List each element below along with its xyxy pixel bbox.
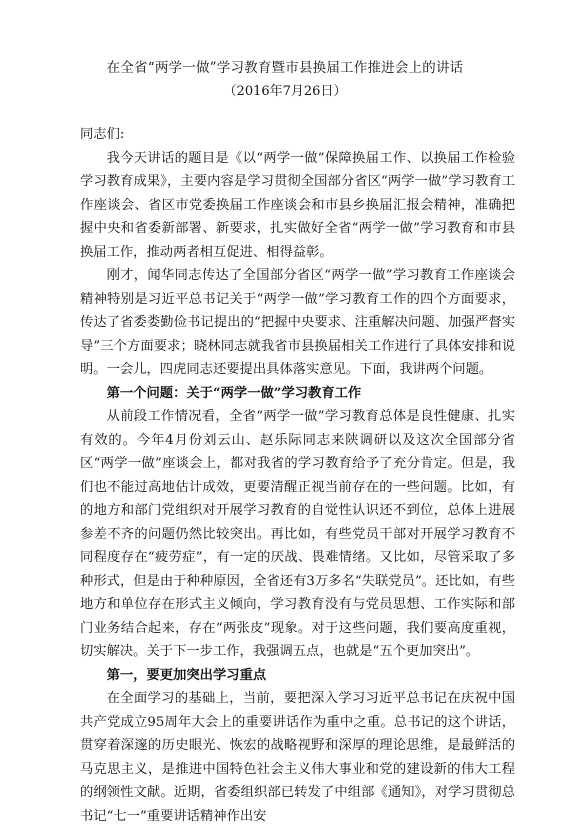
paragraph: 从前段工作情况看，全省“两学一做”学习教育总体是良性健康、扎实有效的。今年4月份刘云山、赵乐际同志来陕调研以及这次全国部分省区“两学一做”座谈会上，都对我省的学习教育给予了充分肯定。但是，我们也不能过高地估计成效，更要清醒正视当前存在的一些问题。比如，有的地方和部门党组织对开展学习教育的自觉性认识还不到位，总体上进展参差不齐的问题仍然比较突出。再比如，有些党员干部对开展学习教育不同程度存在“疲劳症”，有一定的厌战、畏难情绪。又比如，尽管采取了多种形式，但是由于种种原因，全省还有3万多名“失联党员”。还比如，有些地方和单位存在形式主义倾向，学习教育没有与党员思想、工作实际和部门业务结合起来，存在“两张皮”现象。对于这些问题，我们要高度重视，切实解决。关于下一步工作，我强调五点，也就是“五个更加突出”。 — [80, 409, 515, 659]
paragraph: 刚才，闻华同志传达了全国部分省区“两学一做”学习教育工作座谈会精神特别是习近平总书记关于“两学一做”学习教育工作的四个方面要求，传达了省委娄勤俭书记提出的“把握中央要求、注重解决问题、加强严督实导”三个方面要求；晓林同志就我省市县换届相关工作进行了具体安排和说明。一会儿，四虎同志还要提出具体落实意见。下面，我讲两个问题。 — [80, 268, 515, 377]
document-body — [80, 123, 515, 828]
paragraph: 在全面学习的基础上，当前，要把深入学习习近平总书记在庆祝中国共产党成立95周年大会上的重要讲话作为重中之重。总书记的这个讲话，贯穿着深邃的历史眼光、恢宏的战略视野和深厚的理论思维，是最鲜活的马克思主义，是推进中国特色社会主义伟大事业和党的建设新的伟大工程的纲领性文献。近期，省委组织部已转发了中组部《通知》，对学习贯彻总书记“七一”重要讲话精神作出安 — [80, 691, 515, 824]
subsection-heading: 第一，要更加突出学习重点 — [106, 667, 267, 683]
document-date: （2016年7月26日） — [223, 84, 347, 99]
section-heading: 第一个问题：关于“两学一做”学习教育工作 — [106, 385, 362, 401]
paragraph: 我今天讲话的题目是《以“两学一做”保障换届工作、以换届工作检验学习教育成果》，主要内容是学习贯彻全国部分省区“两学一做”学习教育工作座谈会、省区市党委换届工作座谈会和市县乡换届汇报会精神，准确把握中央和省委新部署、新要求，扎实做好全省“两学一做”学习教育和市县换届工作，推动两者相互促进、相得益彰。 — [80, 150, 515, 260]
salutation: 同志们: — [80, 127, 125, 142]
document-title: 在全省“两学一做”学习教育暨市县换届工作推进会上的讲话 — [106, 60, 464, 76]
